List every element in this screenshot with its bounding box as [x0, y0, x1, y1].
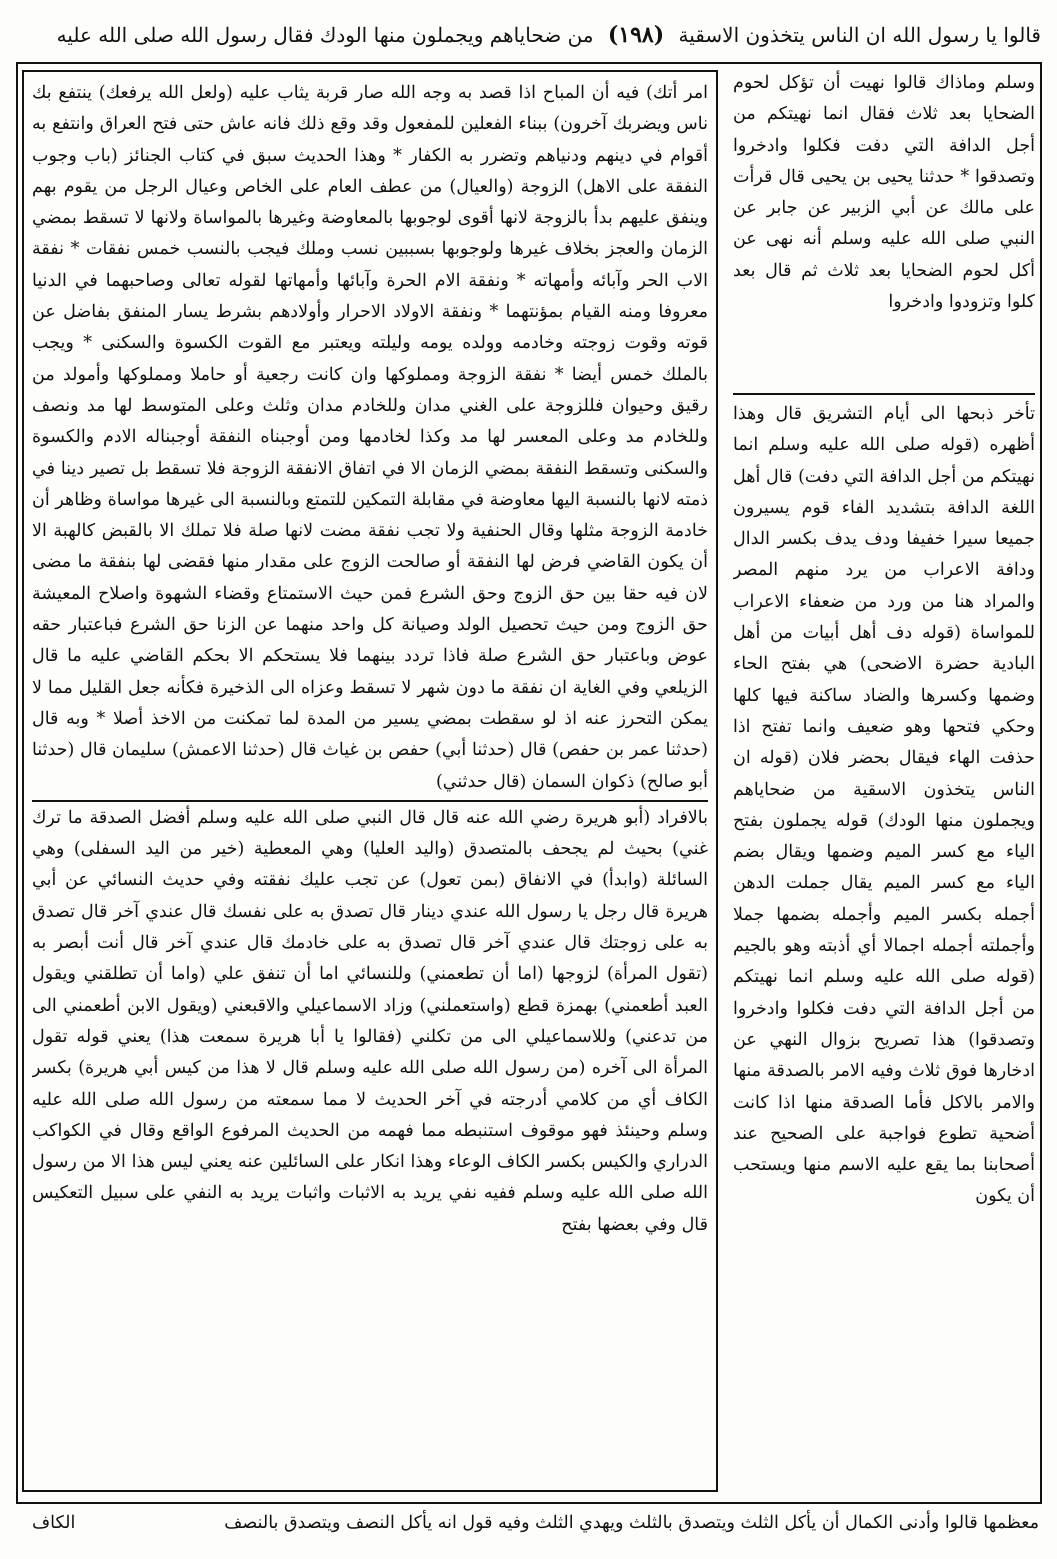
main-divider [32, 800, 708, 802]
main-text-lower: بالافراد (أبو هريرة رضي الله عنه قال قال النبي صلى الله عليه وسلم أفضل الصدقة ما ترك غني) بحيث لم يجحف بالمتصدق (واليد العليا) وهي المعطية (خير من اليد السفلى) وهي السائلة (وابدأ) في الانفاق (بمن تعول) عن تجب عليك نفقته وفي حديث النسائي عن أبي هريرة قال رجل يا رسول الله عندي دينار قال تصدق به على نفسك قال عندي آخر قال تصدق به على زوجتك قال عندي آخر قال تصدق به على خادمك قال عندي آخر قال أنت أبصر به (تقول المرأة) لزوجها (اما أن تطعمني) وللنسائي اما أن تنفق علي (واما أن تطلقني ويقول العبد أطعمني) بهمزة قطع (واستعملني) وزاد الاسماعيلي والاقبعني (ويقول الابن أطعمني الى من تدعني) وللاسماعيلي الى من تكلني (فقالوا يا أبا هريرة سمعت هذا) يعني قوله تقول المرأة الى آخره (من رسول الله صلى الله عليه وسلم قال لا هذا من كيس أبي هريرة) بكسر الكاف أي من كلامي أدرجته في آخر الحديث لا مما سمعته من رسول الله صلى الله عليه وسلم وحينئذ فهو موقوف استنبطه مما فهمه من الحديث المرفوع الواقع وقال في الكواكب الدراري والكيس بكسر الكاف الوعاء وهذا انكار على السائلين عنه يعني ليس هذا الا من رسول الله صلى الله عليه وسلم ففيه نفي يريد به الاثبات واثبات يريد به النفي على سبيل التعكيس قال وفي بعضها بفتح [32, 807, 708, 1235]
margin-commentary-text: تأخر ذبحها الى أيام التشريق قال وهذا أظهره (قوله صلى الله عليه وسلم انما نهيتكم من أجل الدافة التي دفت) قال أهل اللغة الدافة بتشديد الفاء قوم يسيرون جميعا سيرا خفيفا ودف يدف بكسر الدال ودافة الاعراب من يرد منهم المصر والمراد هنا من ورد من ضعفاء الاعراب للمواساة (قوله دف أهل أبيات من أهل البادية حضرة الاضحى) هي بفتح الحاء وضمها وكسرها والضاد ساكنة فيها كلها وحكي فتحها وهو ضعيف وانما تفتح اذا حذفت الهاء فيقال بحضر فلان (قوله ان الناس يتخذون الاسقية من ضحاياهم ويجملون منها الودك) قوله يجملون بفتح الياء مع كسر الميم وضمها ويقال بضم الياء مع كسر الميم يقال جملت الدهن أجمله بكسر الميم وأجمله بضمها جملا وأجملته أجمله اجمالا أي أذبته وهو بالجيم (قوله صلى الله عليه وسلم انما نهيتكم من أجل الدافة التي دفت فكلوا وادخروا وتصدقوا) هذا تصريح بزوال النهي عن ادخارها فوق ثلاث وفيه الامر بالصدقة منها والامر بالاكل فأما الصدقة منها اذا كانت أضحية تطوع فواجبة على الصحيح عند أصحابنا بما يقع عليه الاسم منها ويستحب أن يكون [733, 404, 1035, 1207]
page-header [18, 10, 1041, 60]
main-commentary-box [22, 70, 718, 1492]
margin-column [729, 62, 1039, 1496]
footer-text: معظمها قالوا وأدنى الكمال أن يأكل الثلث ويتصدق بالثلث ويهدي الثلث وفيه قول انه يأكل النصف ويتصدق بالنصف [224, 1513, 1039, 1533]
margin-hadith-text: وسلم وماذاك قالوا نهيت أن تؤكل لحوم الضحايا بعد ثلاث فقال انما نهيتكم من أجل الدافة التي دفت فكلوا وادخروا وتصدقوا * حدثنا يحيى بن يحيى قال قرأت على مالك عن أبي الزبير عن جابر عن النبي صلى الله عليه وسلم أنه نهى عن أكل لحوم الضحايا بعد ثلاث ثم قال بعد كلوا وتزودوا وادخروا [733, 73, 1035, 313]
margin-divider [733, 393, 1035, 395]
catchword: الكاف [32, 1513, 76, 1533]
main-text-column [32, 78, 708, 1484]
main-text-upper: امر أتك) فيه أن المباح اذا قصد به وجه الله صار قربة يثاب عليه (ولعل الله يرفعك) ينتفع بك ناس ويضربك آخرون) ببناء الفعلين للمفعول وقد وقع ذلك فانه عاش حتى فتح العراق وانتفع به أقوام في دينهم ودنياهم وتضرر به الكفار * وهذا الحديث سبق في كتاب الجنائز (باب وجوب النفقة على الاهل) الزوجة (والعيال) من عطف العام على الخاص وعيال الرجل من يقوم بهم وينفق عليهم بدأ بالزوجة لانها أقوى لوجوبها بالمعاوضة وغيرها بالمواساة ولانها لا تسقط بمضي الزمان والعجز بخلاف غيرها ولوجوبها بسببين نسب وملك فيجب بالنسب خمس نفقات * نفقة الاب الحر وآبائه وأمهاته * ونفقة الام الحرة وآبائها وأمهاتها لقوله تعالى وصاحبهما في الدنيا معروفا ومنه القيام بمؤنتهما * ونفقة الاولاد الاحرار وأولادهم بشرط يسار المنفق بفاضل عن قوته وقوت زوجته وخادمه وولده يومه وليلته ويعتبر مع القوت الكسوة والسكنى * ويجب بالملك خمس أيضا * نفقة الزوجة ومملوكها وان كانت رجعية أو حاملا ومملوكها وأمولد من رقيق وحيوان فللزوجة على الغني مدان وللخادم مدان وثلث وعلى المتوسط لها مد ونصف وللخادم مد وعلى المعسر لها مد وكذا لخادمها ومن أوجبناه النفقة أوجبناله الادم والكسوة والسكنى وتسقط النفقة بمضي الزمان الا في اتفاق الانفقة الزوجة فلا تسقط بل تصير دينا في ذمته لانها بالنسبة اليها معاوضة في مقابلة التمكين للتمتع وبالنسبة الى غيرها مواساة وظاهر أن خادمة الزوجة مثلها وقال الحنفية ولا تجب نفقة مضت لانها صلة فلا تملك الا بالقبض كالهبة الا أن يكون القاضي فرض لها النفقة أو صالحت الزوج على مقدار منها فقضى لها بنفقة ما مضى لان فيه حقا بين حق الزوج وحق الشرع فمن حيث الاستمتاع وقضاء الشهوة واصلاح المعيشة حق الزوج ومن حيث تحصيل الولد وصيانة كل واحد منهما عن الزنا حق الشرع فباعتبار حقه عوض وباعتبار حق الشرع صلة فاذا تردد بينهما فلا يستحكم الا بحكم القاضي عليه ما قال الزيلعي وفي الغاية ان نفقة ما دون شهر لا تسقط وعزاه الى الذخيرة فكأنه جعل القليل مما لا يمكن التحرز عنه اذ لو سقطت بمضي يسير من المدة لما تمكنت من الاخذ أصلا * وبه قال (حدثنا عمر بن حفص) قال (حدثنا أبي) حفص بن غياث قال (حدثنا الاعمش) سليمان قال (حدثنا أبو صالح) ذكوان السمان (قال حدثني) [32, 83, 708, 792]
header-text-start: قالوا يا رسول الله ان الناس يتخذون الاسقية [678, 23, 1041, 47]
page-number: (١٩٨) [607, 22, 665, 48]
header-text-end: من ضحاياهم ويجملون منها الودك فقال رسول الله صلى الله عليه [56, 23, 594, 47]
page-footer [18, 1503, 1039, 1543]
